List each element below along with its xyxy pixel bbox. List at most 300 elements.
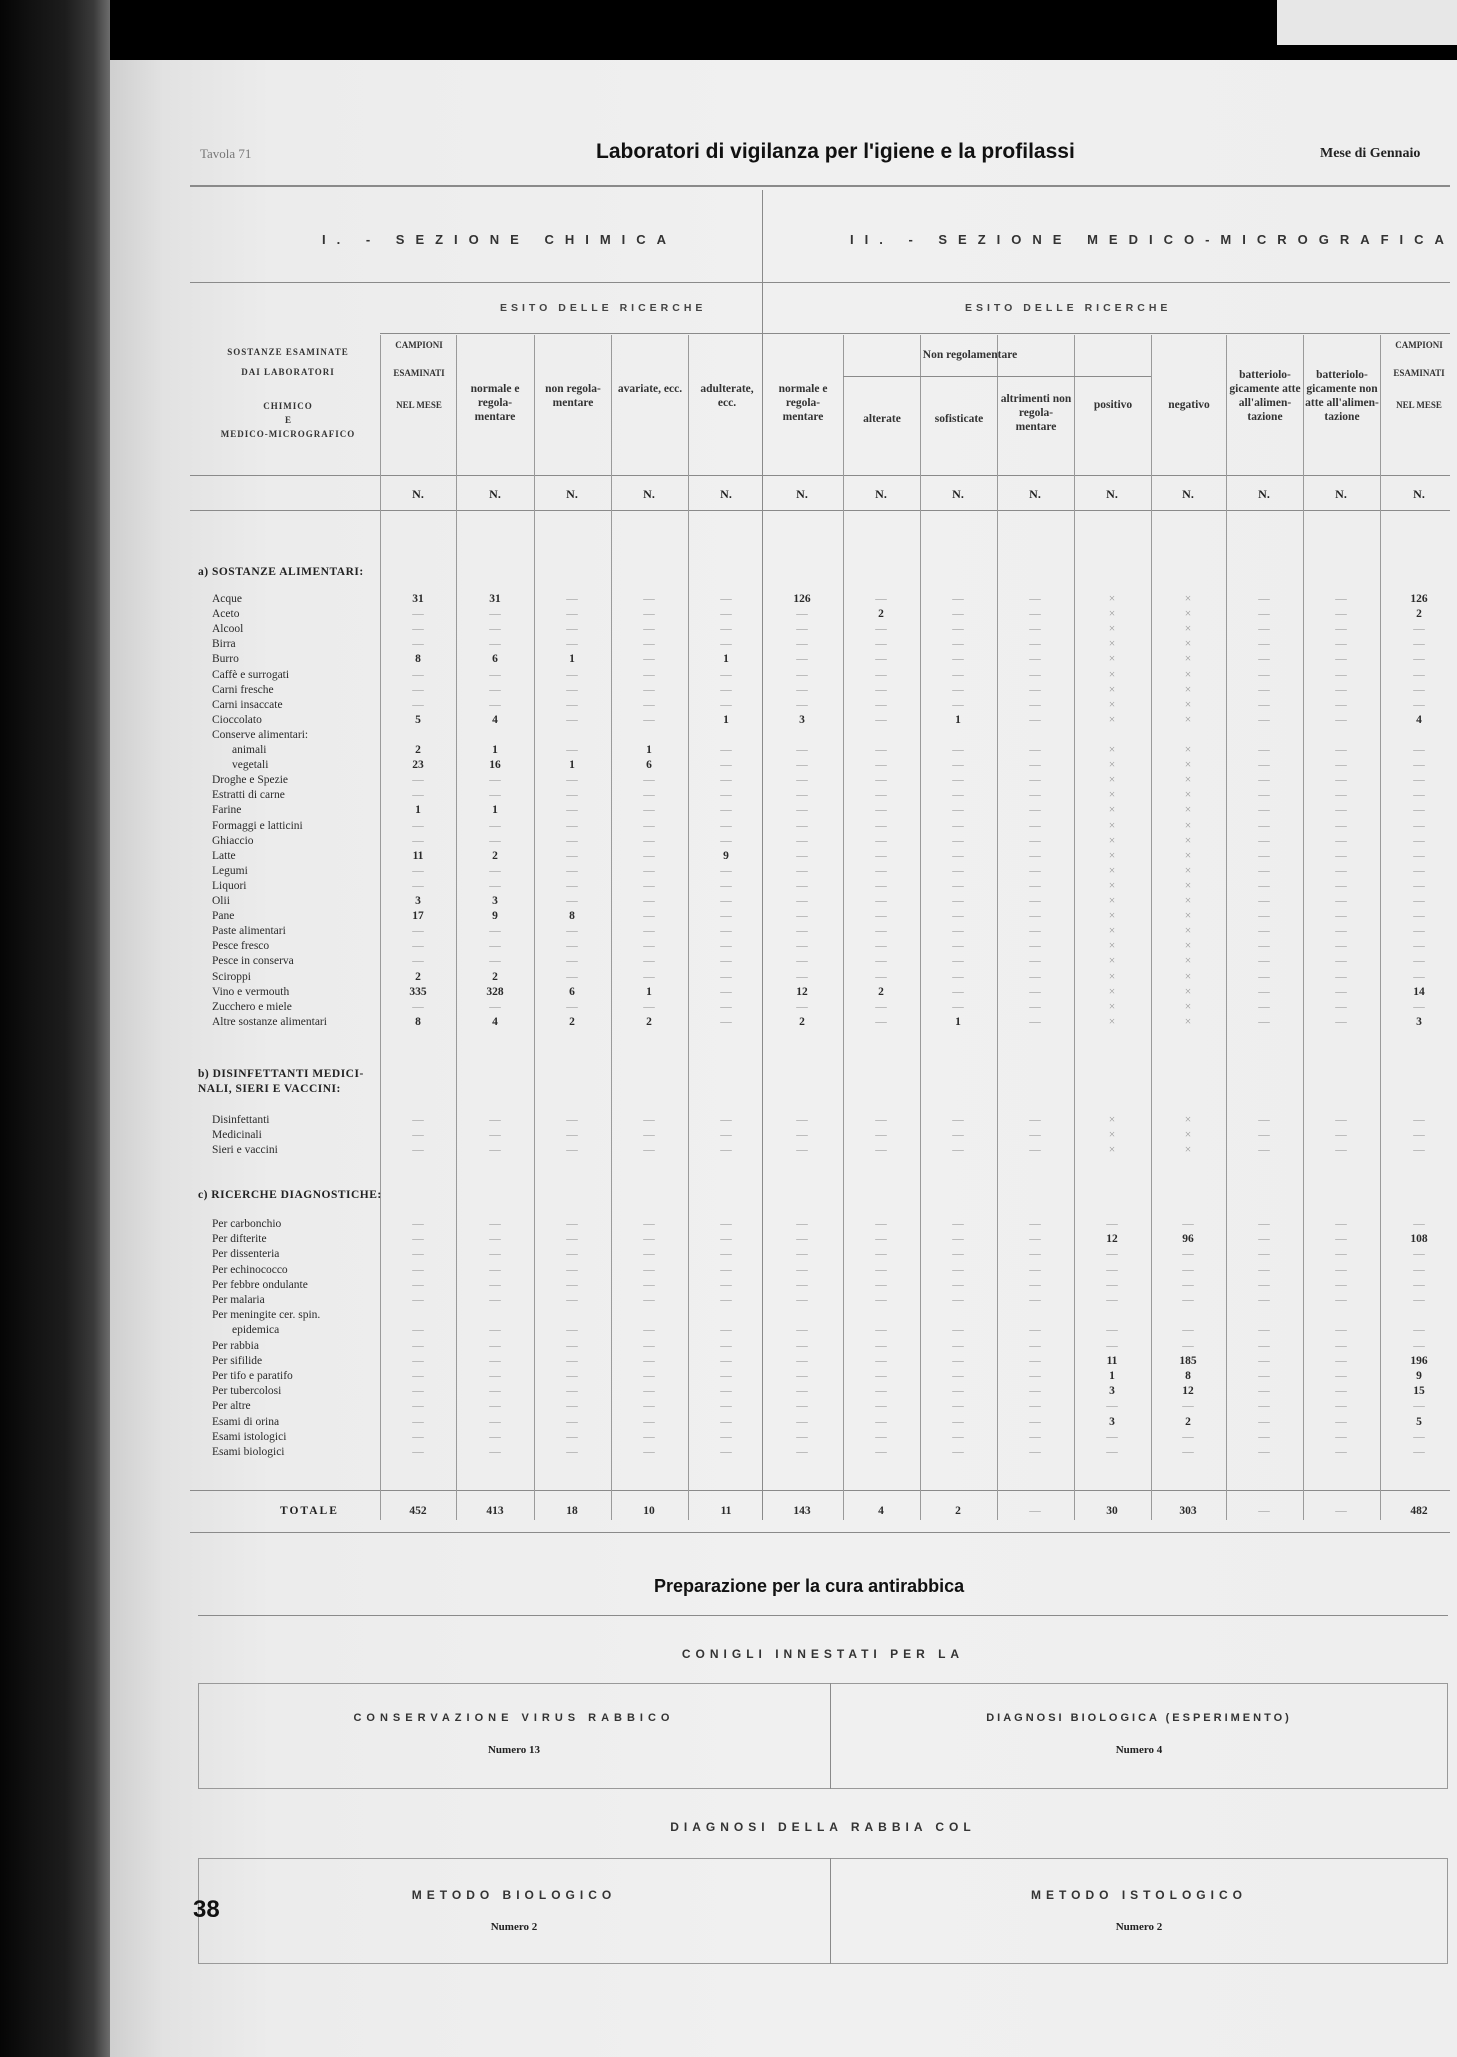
group-b: b) DISINFETTANTI MEDICI- NALI, SIERI E VACCINI: [198,1068,364,1095]
table-cell: × [1184,834,1192,847]
campioni-head-3: NEL MESE [396,400,442,410]
table-cell: — [720,1114,732,1126]
table-cell: 11 [412,849,424,862]
section-chimica: I. - SEZIONE CHIMICA [322,232,678,247]
table-cell: — [875,1218,887,1230]
table-cell: — [489,668,501,681]
table-cell: 9 [1416,1370,1422,1382]
table-cell: — [1258,653,1270,666]
table-cell: 126 [1410,593,1428,605]
table-cell: — [643,834,655,847]
table-cell: — [952,623,964,636]
table-cell: — [489,1278,501,1291]
table-cell: — [1335,1339,1347,1352]
table-cell: — [489,819,501,832]
table-cell: 8 [1185,1370,1191,1382]
table-cell: — [1182,1339,1194,1352]
table-cell: — [643,1129,655,1141]
table-cell: 2 [1416,608,1422,621]
row-label: Altre sostanze alimentari [212,1015,327,1028]
table-cell: — [643,1400,655,1413]
table-cell: × [1184,849,1192,862]
table-cell: — [412,608,424,621]
table-cell: — [1029,1248,1041,1261]
table-cell: × [1108,910,1116,923]
table-cell: — [643,1446,655,1458]
sostanze-head-3: CHIMICO [263,401,313,411]
table-cell: — [720,608,732,621]
table-cell: — [566,789,578,802]
table-cell: — [1335,925,1347,938]
table-cell: — [1258,925,1270,938]
table-cell: 2 [492,970,498,983]
table-cell: — [566,1218,578,1230]
row-label: Formaggi e latticini [212,819,303,832]
table-cell: — [952,985,964,998]
table-cell: — [1258,1218,1270,1230]
table-cell: — [489,1339,501,1352]
esito-med: ESITO DELLE RICERCHE [965,302,1172,314]
table-cell: × [1184,789,1192,802]
table-cell: 8 [415,1015,421,1028]
section-medico: II. - SEZIONE MEDICO-MICROGRAFICA [850,232,1455,247]
table-cell: — [875,593,887,605]
total-cell: 18 [566,1505,578,1517]
table-cell: 108 [1410,1233,1428,1246]
table-cell: — [1258,1446,1270,1458]
table-cell: — [1413,819,1425,832]
table-cell: — [643,668,655,681]
table-cell: — [1413,698,1425,711]
table-cell: — [720,759,732,772]
row-label: Per dissenteria [212,1248,280,1261]
table-cell: 8 [415,653,421,666]
table-cell: — [566,834,578,847]
table-cell: — [643,1430,655,1443]
table-cell: — [1258,744,1270,756]
row-label: Esami biologici [212,1446,285,1458]
table-cell: — [1335,1354,1347,1367]
row-label: Carni insaccate [212,698,283,711]
table-cell: — [1413,940,1425,953]
med-head-normale: normale e regola- mentare [778,383,828,423]
table-cell: — [875,940,887,953]
table-cell: — [489,925,501,938]
table-cell: 6 [646,759,652,772]
table-cell: 6 [492,653,498,666]
table-cell: × [1108,1144,1116,1156]
table-cell: — [720,744,732,756]
table-cell: — [1029,1144,1041,1156]
table-cell: — [566,1385,578,1398]
table-cell: — [796,1248,808,1261]
n-label: N. [720,487,732,501]
table-cell: — [1413,683,1425,696]
col-line [688,335,689,1520]
scan-border-left [0,0,110,2057]
table-cell: — [489,1370,501,1382]
table-cell: — [1029,1354,1041,1367]
table-cell: — [796,819,808,832]
table-cell: — [489,1248,501,1261]
table-cell: — [720,1129,732,1141]
table-cell: 3 [415,895,421,907]
row-label: Paste alimentari [212,925,286,938]
table-cell: — [1182,1446,1194,1458]
table-cell: — [1029,864,1041,877]
row-label: Conserve alimentari: [212,728,309,741]
table-cell: — [566,864,578,877]
n-label: N. [1413,487,1425,501]
rabies-rule [198,1615,1448,1616]
table-cell: 96 [1182,1233,1194,1246]
table-cell: — [952,1400,964,1413]
rule-esito [380,333,1450,334]
table-cell: — [1335,713,1347,726]
table-cell: — [796,955,808,968]
table-cell: — [875,1129,887,1141]
table-cell: — [489,1294,501,1306]
table-cell: × [1108,683,1116,696]
table-cell: × [1108,759,1116,772]
n-label: N. [952,487,964,501]
group-a: a) SOSTANZE ALIMENTARI: [198,566,364,578]
table-cell: — [643,1144,655,1156]
table-cell: — [643,1415,655,1428]
table-cell: — [1029,985,1041,998]
table-cell: — [1413,970,1425,983]
table-cell: — [643,879,655,892]
table-cell: — [875,1294,887,1306]
table-cell: — [1335,1415,1347,1428]
table-cell: — [720,864,732,877]
table-cell: — [1029,1263,1041,1276]
table-cell: 1 [569,653,575,666]
table-cell: — [1413,1000,1425,1013]
table-cell: × [1108,1000,1116,1013]
table-cell: — [1413,1129,1425,1141]
table-cell: — [720,668,732,681]
table-cell: — [720,895,732,907]
med-head-alterate: alterate [863,413,901,425]
table-cell: — [1335,1294,1347,1306]
table-cell: — [1413,668,1425,681]
table-cell: — [1029,1114,1041,1126]
table-cell: × [1184,653,1192,666]
table-cell: — [566,1278,578,1291]
conigli-box [198,1683,1448,1789]
table-cell: × [1108,608,1116,621]
table-cell: — [1029,1370,1041,1382]
table-cell: — [875,638,887,651]
table-cell: — [1413,1248,1425,1261]
campioni-head-1: CAMPIONI [395,340,443,350]
table-cell: — [952,925,964,938]
table-cell: 15 [1413,1385,1425,1398]
table-cell: — [1029,789,1041,802]
table-cell: — [489,955,501,968]
table-cell: — [796,1114,808,1126]
table-cell: — [875,683,887,696]
table-cell: — [875,1114,887,1126]
col-line [920,335,921,1520]
table-cell: — [1029,759,1041,772]
table-cell: — [566,683,578,696]
table-cell: 1 [569,759,575,772]
row-label: Droghe e Spezie [212,774,288,787]
table-cell: — [566,623,578,636]
table-cell: — [412,1385,424,1398]
table-cell: — [1335,1144,1347,1156]
table-cell: — [1029,1129,1041,1141]
table-cell: — [412,1294,424,1306]
table-cell: — [489,1324,501,1337]
table-cell: 12 [1106,1233,1118,1246]
med-head-negativo: negativo [1168,399,1210,411]
table-cell: — [1029,713,1041,726]
table-cell: — [952,1144,964,1156]
table-cell: — [1335,1324,1347,1337]
row-label: Latte [212,849,236,862]
table-cell: — [489,623,501,636]
table-cell: — [720,1218,732,1230]
table-cell: — [643,1278,655,1291]
table-cell: — [412,1144,424,1156]
table-cell: — [720,1400,732,1413]
row-label: Per difterite [212,1233,267,1246]
table-cell: — [1029,879,1041,892]
row-label: Per malaria [212,1294,265,1306]
table-cell: — [720,1370,732,1382]
table-cell: — [1029,668,1041,681]
table-cell: — [1029,683,1041,696]
diagnosi-biologica-number: Numero 4 [1115,1744,1163,1756]
table-cell: — [1029,1000,1041,1013]
row-label: Esami di orina [212,1415,280,1428]
table-cell: — [412,1129,424,1141]
med-head-batt-atte: batteriolo- gicamente atte all'alimen- tazione [1229,369,1301,423]
table-cell: — [1106,1430,1118,1443]
conigli-head: CONIGLI INNESTATI PER LA [681,1647,965,1661]
table-cell: — [1335,834,1347,847]
table-cell: 3 [492,895,498,907]
table-cell: — [1258,1400,1270,1413]
table-cell: — [796,1400,808,1413]
table-cell: — [1029,910,1041,923]
table-cell: — [875,1370,887,1382]
table-cell: — [566,1415,578,1428]
total-cell: 413 [486,1505,504,1517]
table-cell: — [412,1400,424,1413]
row-label: Farine [212,804,242,817]
table-cell: 1 [646,985,652,998]
table-cell: 23 [412,759,424,772]
table-cell: — [796,1370,808,1382]
table-cell: — [1258,623,1270,636]
conservazione-label: CONSERVAZIONE VIRUS RABBICO [353,1712,675,1724]
table-cell: — [1335,1446,1347,1458]
table-cell: — [412,834,424,847]
table-cell: — [1335,593,1347,605]
table-cell: × [1184,925,1192,938]
table-cell: — [796,1263,808,1276]
metodo-istologico-number: Numero 2 [1115,1921,1163,1933]
table-cell: × [1108,940,1116,953]
table-cell: — [1258,864,1270,877]
table-cell: — [566,774,578,787]
table-cell: — [566,940,578,953]
table-cell: × [1108,1114,1116,1126]
table-cell: — [643,970,655,983]
table-cell: — [1029,1015,1041,1028]
row-label: Legumi [212,864,248,877]
table-cell: — [875,864,887,877]
table-cell: — [796,1415,808,1428]
table-cell: 4 [1416,713,1422,726]
table-cell: — [720,804,732,817]
table-cell: — [412,1218,424,1230]
table-cell: — [1335,1248,1347,1261]
table-cell: — [1029,698,1041,711]
n-label: N. [1182,487,1194,501]
col-line [456,335,457,1520]
table-cell: 3 [1109,1385,1115,1398]
table-cell: — [1335,789,1347,802]
table-cell: — [412,1324,424,1337]
table-cell: — [566,593,578,605]
table-cell: × [1108,819,1116,832]
row-label: Estratti di carne [212,789,285,802]
n-label: N. [412,487,424,501]
n-label: N. [875,487,887,501]
table-cell: — [1258,849,1270,862]
sostanze-head-2: DAI LABORATORI [241,367,335,377]
table-cell: — [1335,638,1347,651]
chem-head-adulterate: adulterate, ecc. [700,383,754,409]
table-cell: — [1413,774,1425,787]
table-cell: — [1029,804,1041,817]
sostanze-head-1: SOSTANZE ESAMINATE [227,347,349,357]
row-label: vegetali [232,759,269,772]
row-label: Olii [212,895,230,907]
table-cell: — [566,1114,578,1126]
table-cell: — [643,789,655,802]
table-cell: — [1335,608,1347,621]
table-cell: × [1108,804,1116,817]
table-cell: — [952,593,964,605]
table-cell: — [566,1233,578,1246]
total-cell: 4 [878,1505,884,1517]
table-cell: — [643,849,655,862]
table-cell: — [1335,1385,1347,1398]
col-line [1226,335,1227,1520]
table-cell: — [1413,1263,1425,1276]
table-cell: — [489,1233,501,1246]
table-cell: × [1184,985,1192,998]
table-cell: — [1413,849,1425,862]
table-cell: — [796,668,808,681]
table-cell: — [643,683,655,696]
table-cell: × [1184,864,1192,877]
table-cell: — [489,789,501,802]
table-cell: — [1335,1263,1347,1276]
table-cell: — [796,1144,808,1156]
table-cell: — [566,819,578,832]
table-cell: — [796,804,808,817]
table-cell: 1 [492,804,498,817]
table-cell: 5 [415,713,421,726]
table-cell: — [1029,653,1041,666]
row-label: epidemica [232,1324,280,1337]
table-cell: — [643,608,655,621]
rule-section [190,282,1450,283]
table-cell: — [489,683,501,696]
table-cell: — [489,1354,501,1367]
table-cell: — [1258,970,1270,983]
table-cell: — [796,698,808,711]
table-cell: — [1258,789,1270,802]
table-cell: — [796,608,808,621]
table-cell: 2 [492,849,498,862]
table-cell: — [1258,638,1270,651]
table-cell: — [720,1278,732,1291]
row-label: animali [232,744,267,756]
rabies-title: Preparazione per la cura antirabbica [654,1576,965,1596]
table-cell: — [952,834,964,847]
table-cell: — [566,1294,578,1306]
table-cell: 8 [569,910,575,923]
table-cell: 1 [723,653,729,666]
table-cell: — [796,774,808,787]
table-cell: — [875,1015,887,1028]
table-cell: — [643,1263,655,1276]
table-cell: × [1108,774,1116,787]
table-cell: — [643,955,655,968]
row-label: Per echinococco [212,1263,288,1276]
table-cell: — [720,1263,732,1276]
table-cell: — [1335,879,1347,892]
table-cell: — [1029,1430,1041,1443]
table-cell: — [566,608,578,621]
totals-label: TOTALE [280,1505,339,1517]
table-cell: — [720,1248,732,1261]
table-cell: — [952,1129,964,1141]
n-label: N. [643,487,655,501]
table-cell: 3 [1109,1415,1115,1428]
table-cell: — [1258,683,1270,696]
table-cell: — [489,698,501,711]
table-cell: — [566,1446,578,1458]
table-cell: — [1335,1400,1347,1413]
table-cell: — [1182,1430,1194,1443]
table-cell: — [1258,608,1270,621]
table-cell: — [1335,955,1347,968]
table-cell: — [1258,1370,1270,1382]
table-cell: — [489,1430,501,1443]
table-cell: — [720,593,732,605]
table-cell: — [952,970,964,983]
table-cell: × [1108,638,1116,651]
table-cell: — [1258,759,1270,772]
table-cell: — [412,955,424,968]
table-cell: — [489,1400,501,1413]
table-cell: — [412,819,424,832]
table-cell: — [1413,1278,1425,1291]
table-cell: — [566,804,578,817]
table-cell: — [952,789,964,802]
table-cell: — [566,638,578,651]
table-cell: — [1413,1144,1425,1156]
